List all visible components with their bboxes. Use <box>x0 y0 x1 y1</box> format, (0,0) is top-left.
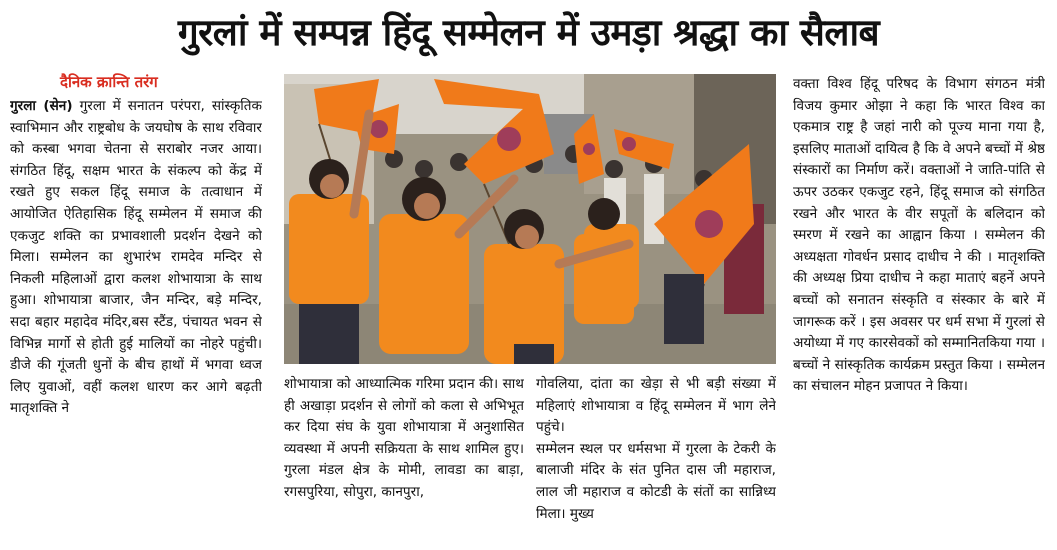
column-2-text: शोभायात्रा को आध्यात्मिक गरिमा प्रदान की। साथ ही अखाड़ा प्रदर्शन से लोगों को कला से अभिभूत कर दिया संघ के युवा शोभायात्रा में अनुशासित व्यवस्था में अपनी सक्रियता के साथ शामिल हुए। गुरला मंडल क्षेत्र के मोमी, लावडा का बाड़ा, रगसपुरिया, सोपुरा, कानपुरा, <box>284 376 524 500</box>
column-3-text-1: गोवलिया, दांता का खेड़ा से भी बड़ी संख्या में महिलाएं शोभायात्रा व हिंदू सम्मेलन में भाग लेने पहुंचे। <box>536 376 776 436</box>
photo-icon <box>284 74 776 364</box>
event-photo <box>284 74 776 364</box>
column-4-text: वक्ता विश्व हिंदू परिषद के विभाग संगठन मंत्री विजय कुमार ओझा ने कहा कि भारत विश्व का एकमात्र राष्ट्र है जहां नारी को पूज्य माना गया है, इसलिए माताओं दायित्व है कि वे अपने बच्चों में श्रेष्ठ संस्कारों का निर्माण करें। वक्ताओं ने जाति-पांति से ऊपर उठकर एकजुट रहने, हिंदू समाज को संगठित रखने और भारत के वीर सपूतों के बलिदान को स्मरण में रखने का आह्वान किया । सम्मेलन की अध्यक्षता गोवर्धन प्रसाद दाधीच ने की । मातृशक्ति की अध्यक्ष प्रिया दाधीच ने कहा माताएं बहनें अपने बच्चों को सनातन संस्कृति व संस्कार के बारे में जागरूक करें । इस अवसर पर धर्म सभा में गुरलां से अयोध्या में गए कारसेवकों को सम्मानितकिया गया ।बच्चों ने सांस्कृतिक कार्यक्रम प्रस्तुत किया । सम्मेलन का संचालन मोहन प्रजापत ने किया। <box>793 76 1045 395</box>
article-column-4 <box>793 74 1045 548</box>
headline: गुरलां में सम्पन्न हिंदू सम्मेलन में उमड़ा श्रद्धा का सैलाब <box>177 11 880 54</box>
article-column-3 <box>536 374 776 550</box>
dateline: गुरला (सेन) <box>10 98 73 114</box>
article-column-2 <box>284 374 524 550</box>
column-1-text: गुरला में सनातन परंपरा, सांस्कृतिक स्वाभिमान और राष्ट्रबोध के जयघोष के साथ रविवार को कस्बा भगवा चेतना से सराबोर नजर आया। संगठित हिंदू, सक्षम भारत के संकल्प को केंद्र में रखते हुए सकल हिंदू समाज के तत्वाधान में आयोजित ऐतिहासिक हिंदू सम्मेलन में समाज की एकजुट शक्ति का प्रभावशाली प्रदर्शन देखने को मिला। सम्मेलन का शुभारंभ रामदेव मन्दिर से निकली महिलाओं द्वारा कलश शोभायात्रा के साथ हुआ। शोभायात्रा बाजार, जैन मन्दिर, बड़े मन्दिर, सदा बहार महादेव मंदिर,बस स्टैंड, पंचायत भवन से विभिन्न मार्गो से होती हुई मालियों का नोहरे पहुंची। डीजे की गूंजती धुनों के बीच हाथों में भगवा ध्वज लिए युवाओं, वहीं कलश धारण कर आगे बढ़ती मातृशक्ति ने <box>10 98 262 417</box>
byline: दैनिक क्रान्ति तरंग <box>60 73 158 91</box>
article-column-1 <box>10 96 262 548</box>
column-3-text-2: सम्मेलन स्थल पर धर्मसभा में गुरला के टेकरी के बालाजी मंदिर के संत पुनित दास जी महाराज, लाल जी महाराज व कोटडी के संतों का सान्निध्य मिला। मुख्य <box>536 440 776 522</box>
